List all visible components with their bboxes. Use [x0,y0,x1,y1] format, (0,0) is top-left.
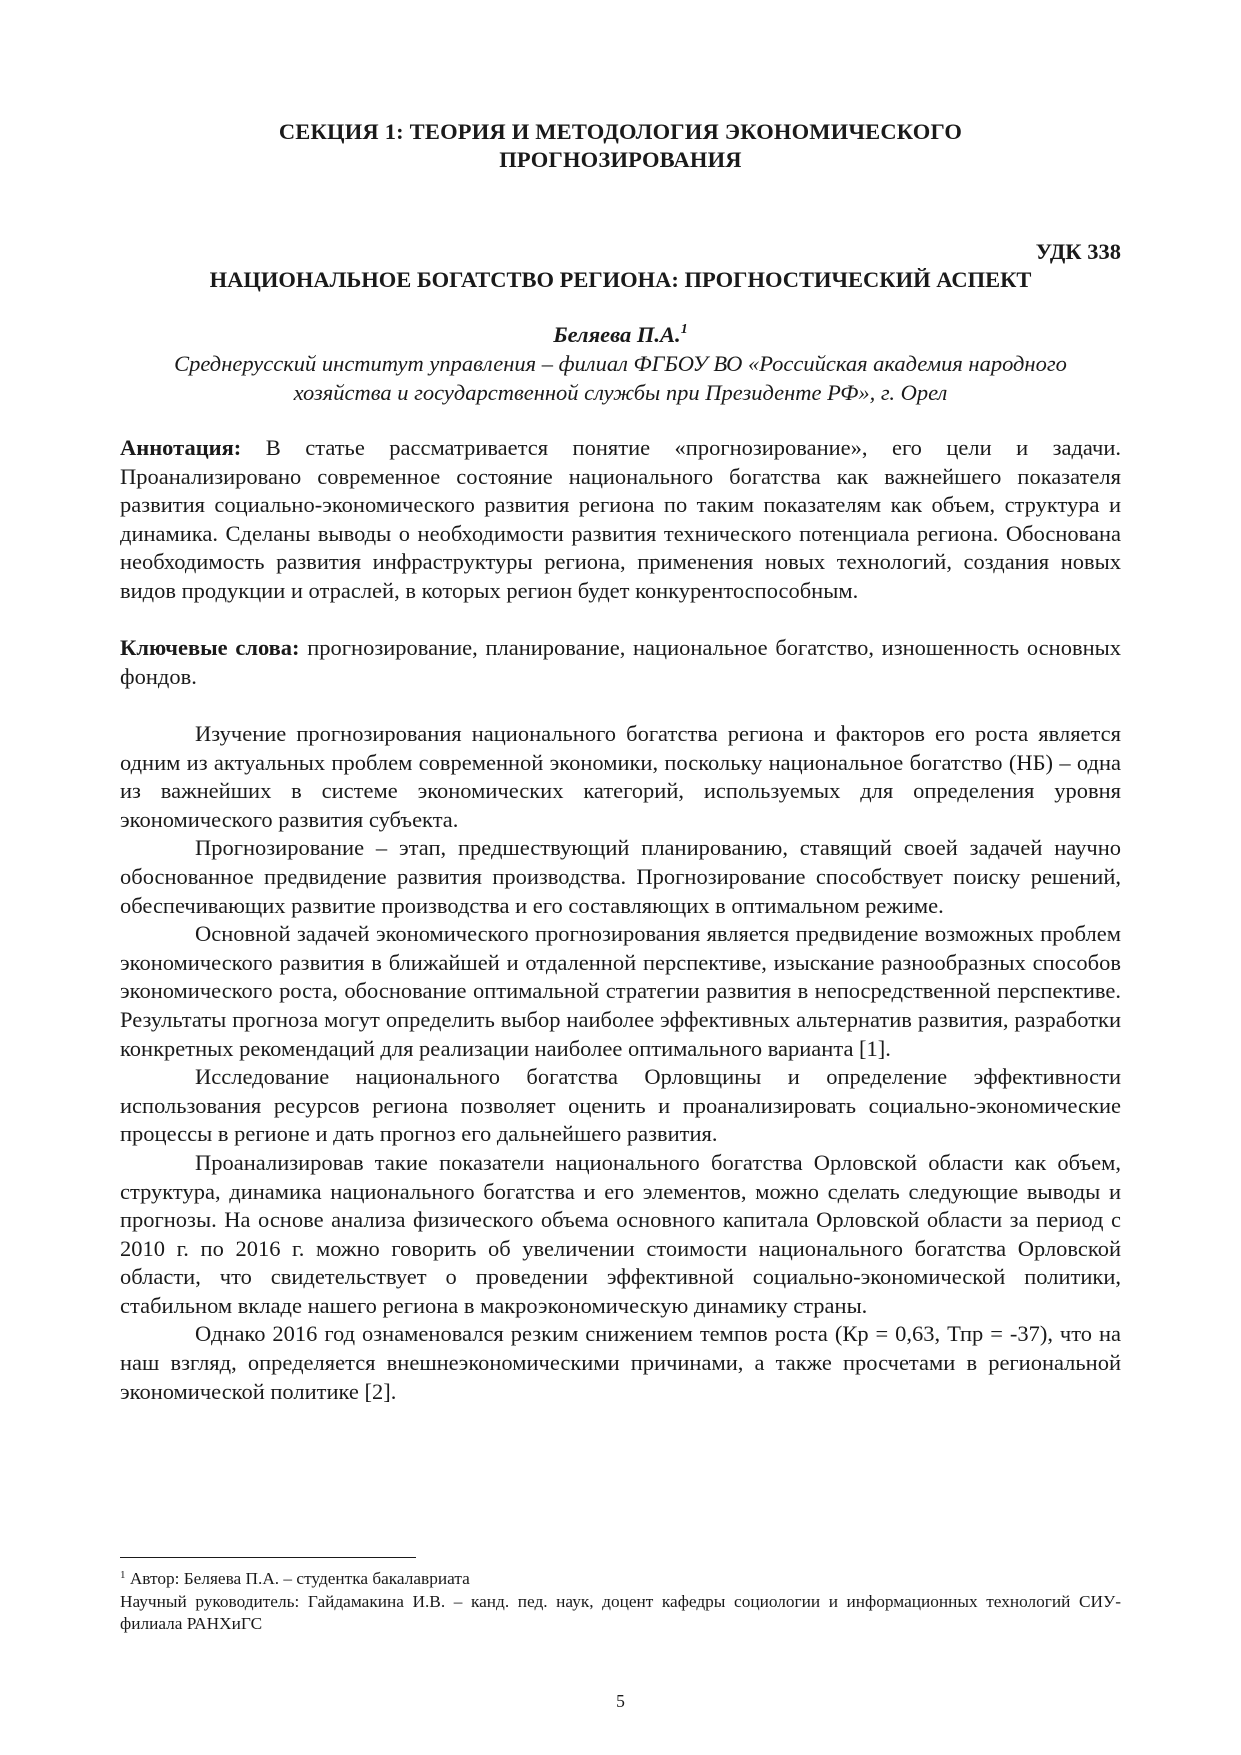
abstract-text: В статье рассматривается понятие «прогнозирование», его цели и задачи. Проанализировано современное состояние национального богатства как важнейшего показателя развития социально-экономического развития региона по таким показателям как объем, структура и динамика. Сделаны выводы о необходимости развития технического потенциала региона. Обоснована необходимость развития инфраструктуры региона, применения новых технологий, создания новых видов продукции и отраслей, в которых регион будет конкурентоспособным. [120,435,1121,603]
section-heading-line-1: СЕКЦИЯ 1: ТЕОРИЯ И МЕТОДОЛОГИЯ ЭКОНОМИЧЕСКОГО [278,119,963,144]
article-title: НАЦИОНАЛЬНОЕ БОГАТСТВО РЕГИОНА: ПРОГНОСТИЧЕСКИЙ АСПЕКТ [209,267,1032,292]
body-paragraph: Изучение прогнозирования национального богатства региона и факторов его роста является одним из актуальных проблем современной экономики, поскольку национальное богатство (НБ) – одна из важнейших в системе экономических категорий, используемых для определения уровня экономического развития субъекта. [120,721,1121,832]
article-body [120,720,1121,1406]
body-paragraph: Исследование национального богатства Орловщины и определение эффективности использования ресурсов региона позволяет оценить и проанализировать социально-экономические процессы в регионе и дать прогноз его дальнейшего развития. [120,1064,1121,1147]
author-name-text: Беляева П.А. [553,322,681,347]
affiliation-line-2: хозяйства и государственной службы при Президенте РФ», г. Орел [293,379,948,405]
keywords [120,634,1121,691]
author-name [120,321,1121,349]
body-paragraph: Основной задачей экономического прогнозирования является предвидение возможных проблем экономического развития в ближайшей и отдаленной перспективе, изыскание разнообразных способов экономического роста, обоснование оптимальной стратегии развития в непосредственной перспективе. Результаты прогноза могут определить выбор наиболее эффективных альтернатив развития, разработки конкретных рекомендаций для реализации наиболее оптимального варианта [1]. [120,921,1121,1061]
body-paragraph: Однако 2016 год ознаменовался резким снижением темпов роста (Кр = 0,63, Тпр = -37), что на наш взгляд, определяется внешнеэкономическими причинами, а также просчетами в региональной экономической политике [2]. [120,1321,1121,1404]
footnotes [120,1568,1121,1636]
footnote-supervisor: Научный руководитель: Гайдамакина И.В. – канд. пед. наук, доцент кафедры социологии и информационных технологий СИУ-филиала РАНХиГС [120,1591,1121,1633]
author-footnote-mark[interactable]: 1 [680,322,688,337]
affiliation-line-1: Среднерусский институт управления – филиал ФГБОУ ВО «Российская академия народного [174,351,1067,376]
abstract-label: Аннотация: [120,435,242,460]
udk-code: УДК 338 [1035,239,1121,264]
page-number: 5 [616,1691,625,1711]
section-heading [120,118,1121,174]
author-affiliation [120,350,1121,407]
footnote-divider [120,1557,416,1558]
abstract [120,434,1121,606]
body-paragraph: Проанализировав такие показатели национального богатства Орловской области как объем, структура, динамика национального богатства и его элементов, можно сделать следующие выводы и прогнозы. На основе анализа физического объема основного капитала Орловской области за период с 2010 г. по 2016 г. можно говорить об увеличении стоимости национального богатства Орловской области, что свидетельствует о проведении эффективной социально-экономической политики, стабильном вкладе нашего региона в макроэкономическую динамику страны. [120,1149,1121,1318]
keywords-text: прогнозирование, планирование, национальное богатство, изношенность основных фондов. [120,635,1121,689]
section-heading-line-2: ПРОГНОЗИРОВАНИЯ [499,147,742,172]
keywords-label: Ключевые слова: [120,635,300,660]
footnote-author-text: Автор: Беляева П.А. – студентка бакалавриата [125,1569,470,1588]
body-paragraph: Прогнозирование – этап, предшествующий планированию, ставящий своей задачей научно обоснованное предвидение развития производства. Прогнозирование способствует поиску решений, обеспечивающих развитие производства и его составляющих в оптимальном режиме. [120,835,1121,918]
footnote-author [120,1568,1121,1591]
footnote-mark: 1 [120,1569,126,1581]
